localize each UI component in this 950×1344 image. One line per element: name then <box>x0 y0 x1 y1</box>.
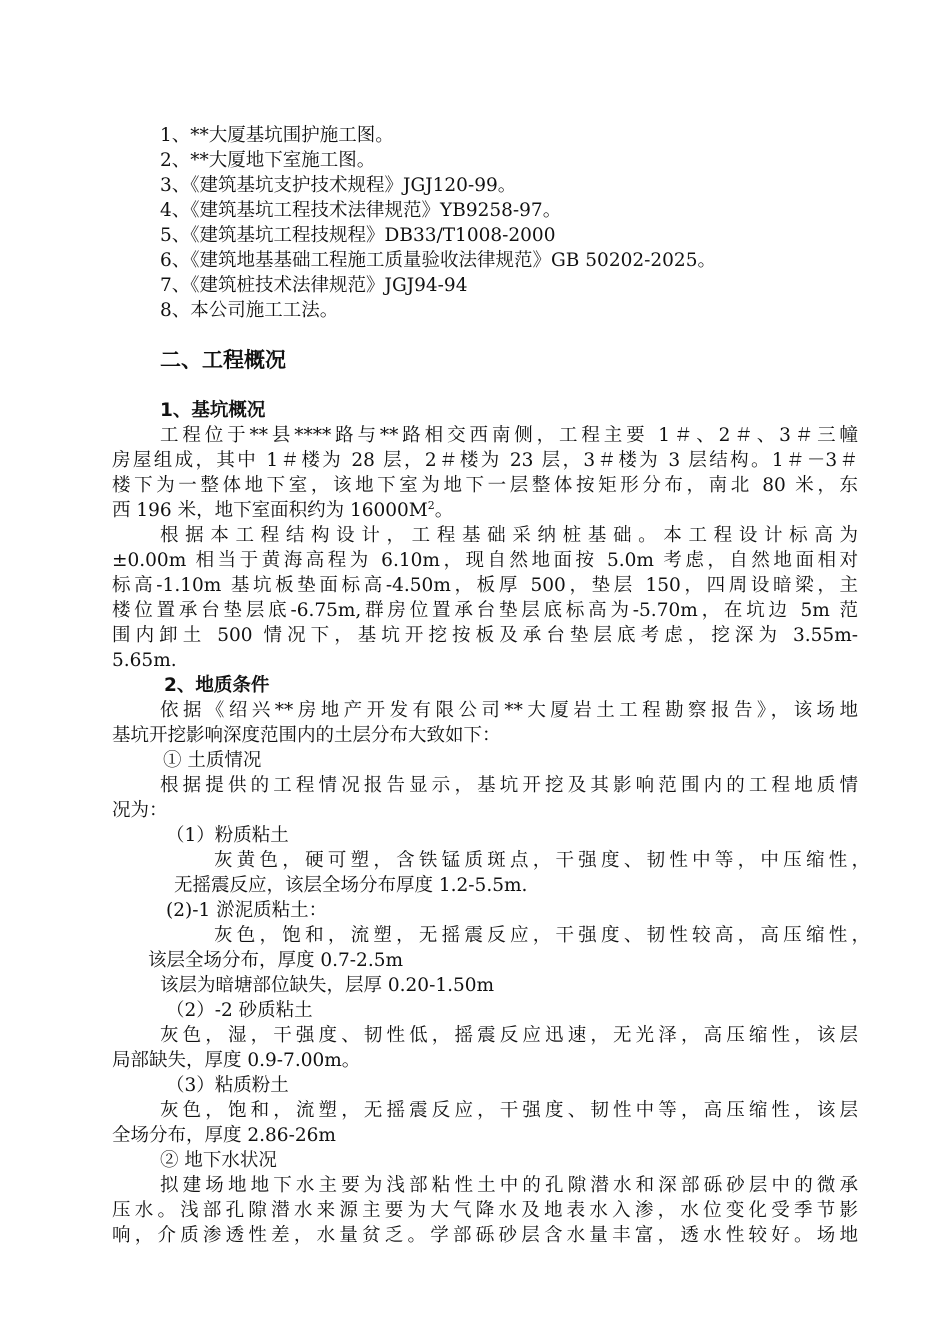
subsection-heading: 2、地质条件 <box>164 675 270 696</box>
paragraph-line: 依据《绍兴**房地产开发有限公司**大厦岩土工程勘察报告》，该场地 <box>160 700 858 721</box>
reference-item: 5、《建筑基坑工程技规程》DB33/T1008-2000 <box>160 225 556 246</box>
paragraph-line: 灰色，饱和，流塑，无摇震反应，干强度、韧性中等，高压缩性，该层 <box>160 1100 858 1121</box>
paragraph-line: 根据本工程结构设计，工程基础采纳桩基础。本工程设计标高为 <box>160 525 858 546</box>
subsection-heading: 1、基坑概况 <box>160 400 266 421</box>
reference-item: 3、《建筑基坑支护技术规程》JGJ120-99。 <box>160 175 517 196</box>
paragraph-line: 灰黄色，硬可塑，含铁锰质斑点，干强度、韧性中等，中压缩性， <box>214 850 870 871</box>
paragraph-line: 房屋组成，其中 1＃楼为 28 层，2＃楼为 23 层，3＃楼为 3 层结构。1＃－3＃ <box>112 450 858 471</box>
layer-title: （1）粉质粘土 <box>166 825 289 846</box>
paragraph-line: 根据提供的工程情况报告显示，基坑开挖及其影响范围内的工程地质情 <box>160 775 858 796</box>
reference-item: 2、**大厦地下室施工图。 <box>160 150 376 171</box>
paragraph-line: 该层全场分布，厚度 0.7-2.5m <box>148 950 404 971</box>
reference-item: 1、**大厦基坑围护施工图。 <box>160 125 394 146</box>
paragraph-line: 全场分布，厚度 2.86-26m <box>112 1125 336 1146</box>
reference-item: 4、《建筑基坑工程技术法律规范》YB9258-97。 <box>160 200 562 221</box>
reference-item: 8、本公司施工工法。 <box>160 300 339 321</box>
paragraph-line: 况为： <box>112 800 168 821</box>
layer-title: （2）-2 砂质粘土 <box>166 1000 313 1021</box>
paragraph-line: 灰色，饱和，流塑，无摇震反应，干强度、韧性较高，高压缩性， <box>214 925 870 946</box>
line-end: 。 <box>434 500 454 521</box>
paragraph-line: 围内卸土 500 情况下，基坑开挖按板及承台垫层底考虑，挖深为 3.55m- <box>112 625 858 646</box>
paragraph-line: 该层为暗塘部位缺失，层厚 0.20-1.50m <box>160 975 495 996</box>
paragraph-line: 压水。浅部孔隙潜水来源主要为大气降水及地表水入渗，水位变化受季节影 <box>112 1200 858 1221</box>
paragraph-line: 标高-1.10m 基坑板垫面标高-4.50m，板厚 500，垫层 150，四周设暗梁，主 <box>112 575 858 596</box>
paragraph-line: 基坑开挖影响深度范围内的土层分布大致如下： <box>112 725 501 746</box>
paragraph-line: 拟建场地地下水主要为浅部粘性土中的孔隙潜水和深部砾砂层中的微承 <box>160 1175 858 1196</box>
paragraph-line: 响，介质渗透性差，水量贫乏。学部砾砂层含水量丰富，透水性较好。场地 <box>112 1225 858 1246</box>
reference-item: 7、《建筑桩技术法律规范》JGJ94-94 <box>160 275 468 296</box>
paragraph-line: 无摇震反应，该层全场分布厚度 1.2-5.5m. <box>174 875 528 896</box>
water-heading: ② 地下水状况 <box>160 1150 277 1171</box>
paragraph-line: ±0.00m 相当于黄海高程为 6.10m，现自然地面按 5.0m 考虑，自然地面相对 <box>112 550 858 571</box>
paragraph-line: 5.65m. <box>112 650 177 671</box>
paragraph-line: 楼下为一整体地下室，该地下室为地下一层整体按矩形分布，南北 80 米，东 <box>112 475 858 496</box>
soil-heading: ① 土质情况 <box>163 750 262 771</box>
reference-item: 6、《建筑地基基础工程施工质量验收法律规范》GB 50202-2025。 <box>160 250 716 271</box>
paragraph-line: 灰色，湿，干强度、韧性低，摇震反应迅速，无光泽，高压缩性，该层 <box>160 1025 858 1046</box>
paragraph-line: 局部缺失，厚度 0.9-7.00m。 <box>112 1050 361 1071</box>
area-text: 西 196 米，地下室面积约为 16000M <box>112 500 428 521</box>
paragraph-line <box>112 499 453 523</box>
paragraph-line: 楼位置承台垫层底-6.75m,群房位置承台垫层底标高为-5.70m，在坑边 5m 范 <box>112 600 858 621</box>
layer-title: （3）粘质粉土 <box>166 1075 289 1096</box>
section-heading: 二、工程概况 <box>160 348 286 372</box>
superscript: 2 <box>427 499 435 512</box>
layer-title: (2)-1 淤泥质粘土： <box>166 900 328 921</box>
paragraph-line: 工程位于**县****路与**路相交西南侧，工程主要 1＃、2＃、3＃三幢 <box>160 425 858 446</box>
